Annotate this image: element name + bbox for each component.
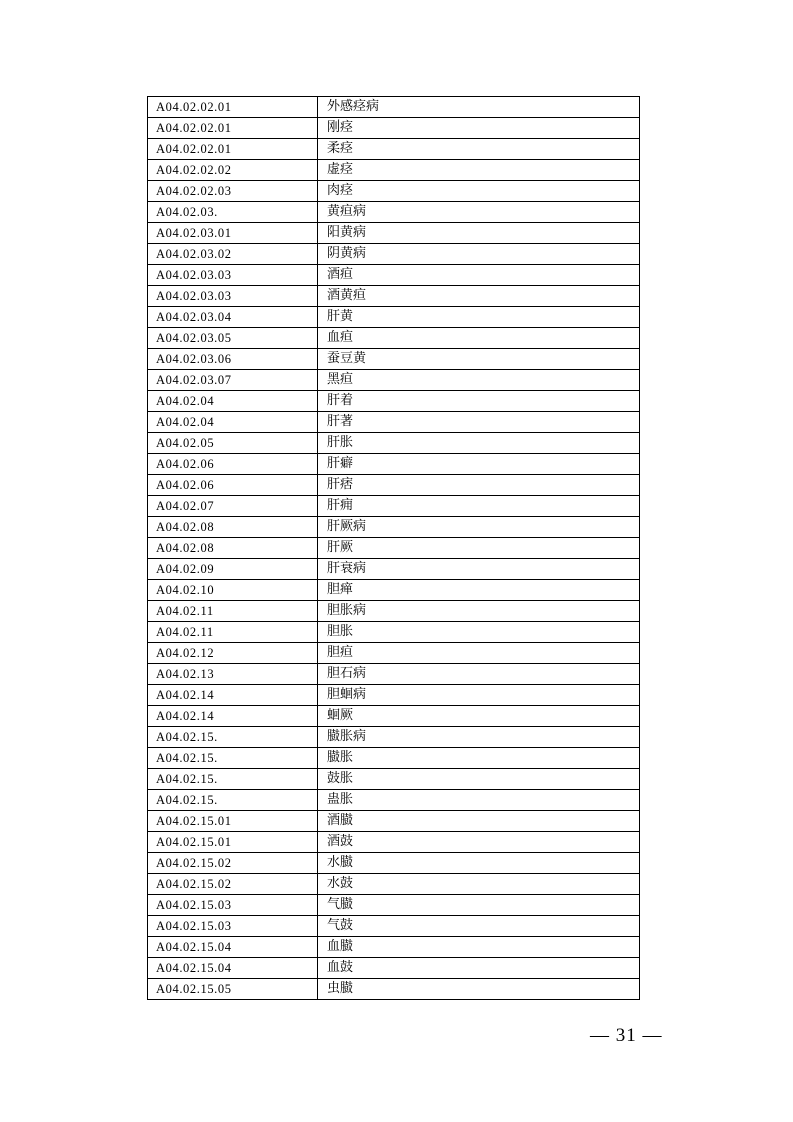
code-cell: A04.02.03.04 xyxy=(148,307,318,328)
code-cell: A04.02.12 xyxy=(148,643,318,664)
table-row xyxy=(148,223,640,244)
table-row xyxy=(148,727,640,748)
disease-name-cell: 酒臌 xyxy=(318,811,640,832)
disease-name-cell: 肝厥病 xyxy=(318,517,640,538)
disease-name-cell: 黄疸病 xyxy=(318,202,640,223)
table-row xyxy=(148,895,640,916)
code-cell: A04.02.03.02 xyxy=(148,244,318,265)
table-row xyxy=(148,916,640,937)
table-row xyxy=(148,853,640,874)
table-row xyxy=(148,559,640,580)
code-cell: A04.02.15.03 xyxy=(148,895,318,916)
code-cell: A04.02.15.01 xyxy=(148,832,318,853)
table-row xyxy=(148,496,640,517)
code-cell: A04.02.10 xyxy=(148,580,318,601)
table-row xyxy=(148,937,640,958)
table-row xyxy=(148,832,640,853)
code-cell: A04.02.11 xyxy=(148,601,318,622)
page-number: — 31 — xyxy=(590,1025,663,1046)
table-row xyxy=(148,979,640,1000)
table-row xyxy=(148,181,640,202)
table-row xyxy=(148,475,640,496)
code-cell: A04.02.15.04 xyxy=(148,937,318,958)
table-row xyxy=(148,454,640,475)
table-row xyxy=(148,265,640,286)
disease-name-cell: 气臌 xyxy=(318,895,640,916)
code-cell: A04.02.13 xyxy=(148,664,318,685)
table-row xyxy=(148,685,640,706)
table-row xyxy=(148,874,640,895)
code-cell: A04.02.03. xyxy=(148,202,318,223)
table-row xyxy=(148,328,640,349)
disease-name-cell: 臌胀病 xyxy=(318,727,640,748)
disease-name-cell: 血臌 xyxy=(318,937,640,958)
disease-name-cell: 肉痉 xyxy=(318,181,640,202)
disease-name-cell: 蛔厥 xyxy=(318,706,640,727)
disease-name-cell: 肝痞 xyxy=(318,475,640,496)
disease-code-table xyxy=(147,96,640,1000)
table-row xyxy=(148,349,640,370)
disease-name-cell: 酒疸 xyxy=(318,265,640,286)
disease-name-cell: 水臌 xyxy=(318,853,640,874)
code-cell: A04.02.02.03 xyxy=(148,181,318,202)
code-cell: A04.02.03.06 xyxy=(148,349,318,370)
code-cell: A04.02.15. xyxy=(148,769,318,790)
disease-name-cell: 胆石病 xyxy=(318,664,640,685)
code-cell: A04.02.06 xyxy=(148,475,318,496)
disease-name-cell: 阳黄病 xyxy=(318,223,640,244)
code-cell: A04.02.03.03 xyxy=(148,286,318,307)
table-row xyxy=(148,748,640,769)
code-cell: A04.02.15. xyxy=(148,748,318,769)
code-cell: A04.02.11 xyxy=(148,622,318,643)
table-row xyxy=(148,790,640,811)
table-row xyxy=(148,706,640,727)
table-body xyxy=(148,97,640,1000)
code-cell: A04.02.15. xyxy=(148,727,318,748)
table-row xyxy=(148,139,640,160)
code-cell: A04.02.08 xyxy=(148,538,318,559)
table-row xyxy=(148,391,640,412)
table-row xyxy=(148,664,640,685)
disease-name-cell: 虫臌 xyxy=(318,979,640,1000)
disease-name-cell: 血鼓 xyxy=(318,958,640,979)
disease-name-cell: 气鼓 xyxy=(318,916,640,937)
disease-name-cell: 肝胀 xyxy=(318,433,640,454)
disease-name-cell: 鼓胀 xyxy=(318,769,640,790)
code-cell: A04.02.03.07 xyxy=(148,370,318,391)
disease-name-cell: 肝衰病 xyxy=(318,559,640,580)
disease-name-cell: 臌胀 xyxy=(318,748,640,769)
disease-name-cell: 刚痉 xyxy=(318,118,640,139)
table-row xyxy=(148,118,640,139)
disease-name-cell: 肝癖 xyxy=(318,454,640,475)
code-cell: A04.02.14 xyxy=(148,685,318,706)
code-cell: A04.02.15.05 xyxy=(148,979,318,1000)
code-cell: A04.02.03.05 xyxy=(148,328,318,349)
disease-name-cell: 胆蛔病 xyxy=(318,685,640,706)
table-row xyxy=(148,601,640,622)
disease-name-cell: 肝黄 xyxy=(318,307,640,328)
table-row xyxy=(148,202,640,223)
disease-name-cell: 酒鼓 xyxy=(318,832,640,853)
disease-name-cell: 蛊胀 xyxy=(318,790,640,811)
disease-name-cell: 胆胀 xyxy=(318,622,640,643)
table-row xyxy=(148,643,640,664)
code-cell: A04.02.07 xyxy=(148,496,318,517)
table-row xyxy=(148,538,640,559)
table-row xyxy=(148,958,640,979)
code-cell: A04.02.05 xyxy=(148,433,318,454)
table-row xyxy=(148,160,640,181)
table-row xyxy=(148,580,640,601)
disease-name-cell: 阴黄病 xyxy=(318,244,640,265)
code-cell: A04.02.02.01 xyxy=(148,139,318,160)
table-row xyxy=(148,370,640,391)
table-row xyxy=(148,244,640,265)
disease-name-cell: 肝着 xyxy=(318,391,640,412)
code-cell: A04.02.03.03 xyxy=(148,265,318,286)
table-row xyxy=(148,769,640,790)
code-cell: A04.02.15.01 xyxy=(148,811,318,832)
disease-name-cell: 胆胀病 xyxy=(318,601,640,622)
disease-name-cell: 胆瘅 xyxy=(318,580,640,601)
table-row xyxy=(148,97,640,118)
disease-name-cell: 肝著 xyxy=(318,412,640,433)
table-row xyxy=(148,622,640,643)
table-row xyxy=(148,811,640,832)
code-cell: A04.02.02.02 xyxy=(148,160,318,181)
disease-name-cell: 蚕豆黄 xyxy=(318,349,640,370)
code-cell: A04.02.02.01 xyxy=(148,118,318,139)
disease-name-cell: 水鼓 xyxy=(318,874,640,895)
disease-name-cell: 酒黄疸 xyxy=(318,286,640,307)
table-row xyxy=(148,286,640,307)
disease-name-cell: 肝痈 xyxy=(318,496,640,517)
disease-name-cell: 虚痉 xyxy=(318,160,640,181)
code-cell: A04.02.15.02 xyxy=(148,874,318,895)
code-cell: A04.02.15.04 xyxy=(148,958,318,979)
table-row xyxy=(148,517,640,538)
table-row xyxy=(148,433,640,454)
disease-name-cell: 外感痉病 xyxy=(318,97,640,118)
table-row xyxy=(148,412,640,433)
code-cell: A04.02.15. xyxy=(148,790,318,811)
code-cell: A04.02.09 xyxy=(148,559,318,580)
table-row xyxy=(148,307,640,328)
code-cell: A04.02.03.01 xyxy=(148,223,318,244)
code-cell: A04.02.08 xyxy=(148,517,318,538)
code-cell: A04.02.15.03 xyxy=(148,916,318,937)
code-cell: A04.02.02.01 xyxy=(148,97,318,118)
code-cell: A04.02.04 xyxy=(148,412,318,433)
code-cell: A04.02.14 xyxy=(148,706,318,727)
disease-name-cell: 黑疸 xyxy=(318,370,640,391)
disease-name-cell: 胆疸 xyxy=(318,643,640,664)
disease-name-cell: 柔痉 xyxy=(318,139,640,160)
disease-name-cell: 血疸 xyxy=(318,328,640,349)
code-cell: A04.02.04 xyxy=(148,391,318,412)
disease-name-cell: 肝厥 xyxy=(318,538,640,559)
code-cell: A04.02.15.02 xyxy=(148,853,318,874)
code-cell: A04.02.06 xyxy=(148,454,318,475)
